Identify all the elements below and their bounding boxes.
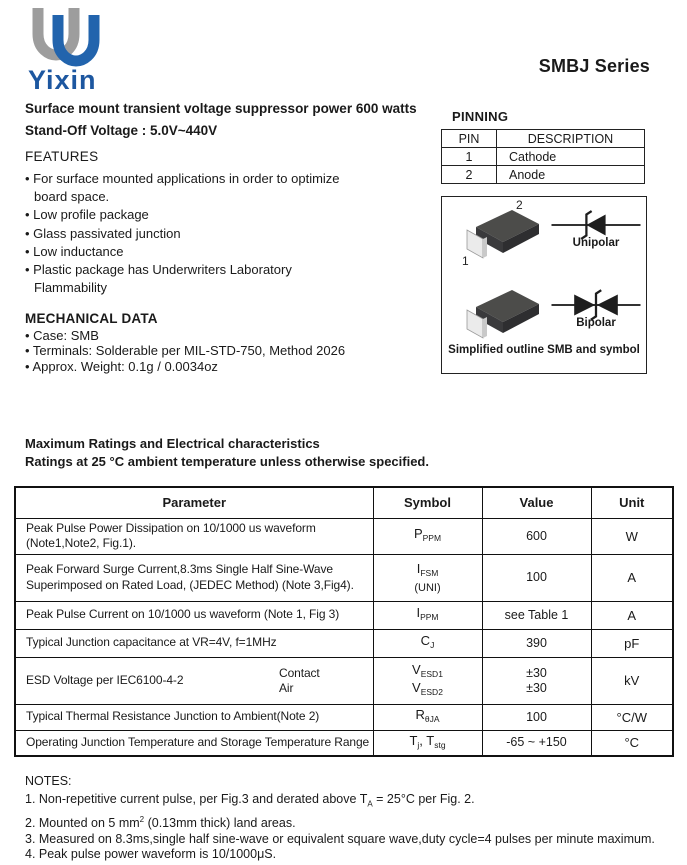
brand-logo [28, 6, 138, 96]
unit-cell: A [591, 601, 673, 629]
mechanical-item: • Case: SMB [25, 328, 99, 343]
param-cell [15, 730, 373, 756]
feature-item: • Glass passivated junction [25, 225, 181, 241]
smb-package-image [454, 283, 546, 349]
value-cell [482, 629, 591, 657]
symbol-line: $V_{ESD1}$ [412, 661, 443, 679]
pinning-header-cell: PIN [442, 130, 497, 148]
ratings-header-cell: Value [482, 487, 591, 518]
param-line: Peak Forward Surge Current,8.3ms Single Half Sine-Wave [26, 562, 333, 576]
param-side-labels [279, 666, 320, 696]
intro-line1: Surface mount transient voltage suppressor power 600 watts [25, 101, 417, 116]
param-line: Superimposed on Rated Load, (JEDEC Method) (Note 3,Fig4). [26, 577, 354, 592]
brand-name: Yixin [28, 65, 97, 95]
value-line: 600 [526, 528, 547, 543]
pin-number-cell: 2 [442, 166, 497, 184]
ratings-header-cell: Symbol [373, 487, 482, 518]
symbol-cell [373, 601, 482, 629]
pinning-row [442, 166, 645, 184]
symbol-line: $I_{FSM}$ [416, 560, 439, 578]
ratings-heading-line2: Ratings at 25 °C ambient temperature unless otherwise specified. [25, 454, 429, 469]
ratings-header-cell: Unit [591, 487, 673, 518]
unit-cell: kV [591, 657, 673, 704]
param-line: Typical Thermal Resistance Junction to Ambient(Note 2) [26, 709, 320, 724]
symbol-line: $T_j$, $T_{stg}$ [409, 732, 446, 750]
value-cell [482, 657, 591, 704]
value-line: -65 ~ +150 [506, 735, 567, 750]
param-side-line: Contact [279, 665, 320, 680]
param-cell [15, 518, 373, 554]
symbol-cell [373, 730, 482, 756]
table-row [15, 730, 673, 756]
param-cell [15, 554, 373, 601]
pin-number-cell: 1 [442, 148, 497, 166]
value-line: 100 [526, 709, 547, 724]
pin-description-cell: Cathode [497, 148, 645, 166]
value-cell [482, 601, 591, 629]
unipolar-label: Unipolar [572, 237, 620, 249]
value-line: see Table 1 [504, 607, 569, 622]
features-list [25, 170, 357, 297]
ratings-heading-line1: Maximum Ratings and Electrical characteristics [25, 436, 320, 451]
package-pin1-label: 1 [462, 254, 469, 268]
mechanical-item: • Approx. Weight: 0.1g / 0.0034oz [25, 358, 218, 374]
param-side-line: Air [279, 680, 294, 695]
mechanical-list [25, 328, 345, 374]
symbol-cell [373, 657, 482, 704]
pinning-row [442, 148, 645, 166]
note-item: 3. Measured on 8.3ms,single half sine-wave or equivalent square wave,duty cycle=4 pulses per minute maximum. [25, 831, 655, 846]
ratings-table-head [15, 487, 673, 518]
pinning-table [441, 129, 645, 184]
ratings-table [14, 486, 674, 757]
value-line: ±30 [526, 680, 547, 695]
notes-section [25, 774, 675, 863]
symbol-line: $R_{\theta JA}$ [415, 707, 440, 724]
notes-heading: NOTES: [25, 774, 72, 788]
pinning-header-row [442, 130, 645, 148]
feature-item: • Low inductance [25, 243, 124, 259]
pinning-heading: PINNING [452, 109, 509, 124]
table-row [15, 554, 673, 601]
table-row [15, 629, 673, 657]
value-line: ±30 [526, 665, 547, 680]
param-line: Peak Pulse Power Dissipation on 10/1000 us waveform [26, 520, 316, 535]
symbol-line: $V_{ESD2}$ [412, 679, 443, 697]
symbol-line: $P_{PPM}$ [413, 526, 442, 543]
package-pin2-label: 2 [516, 198, 523, 212]
note-item: 2. Mounted on 5 $mm^2$ (0.13mm thick) land areas. [25, 815, 296, 831]
param-line: (Note1,Note2, Fig.1). [26, 536, 136, 550]
value-cell [482, 730, 591, 756]
outline-caption: Simplified outline SMB and symbol [448, 344, 640, 356]
ratings-table-body [15, 518, 673, 756]
notes-list [25, 792, 675, 863]
param-cell [15, 629, 373, 657]
mechanical-heading: MECHANICAL DATA [25, 311, 158, 326]
unit-cell: °C [591, 730, 673, 756]
symbol-line [374, 580, 482, 594]
value-line: 100 [526, 570, 547, 584]
note-item: 4. Peak pulse power waveform is 10/1000μS. [25, 847, 277, 862]
pinning-header-cell: DESCRIPTION [497, 130, 645, 148]
pinning-table-body [442, 130, 645, 184]
table-row [15, 601, 673, 629]
symbol-line: $C_J$ [420, 633, 435, 650]
outline-box [441, 196, 647, 374]
param-line: Operating Junction Temperature and Storage Temperature Range [26, 735, 370, 749]
table-row [15, 704, 673, 730]
value-cell [482, 554, 591, 601]
param-cell [15, 657, 373, 704]
intro-line2: Stand-Off Voltage : 5.0V~440V [25, 123, 218, 138]
feature-item: • Plastic package has Underwriters Laboratory Flammability [25, 262, 292, 296]
symbol-note: (UNI) [414, 581, 441, 594]
note-item: 1. Non-repetitive current pulse, per Fig.3 and derated above $T_A = 25^\circ C$ per Fig. 2. [25, 792, 475, 809]
symbol-line: $I_{PPM}$ [416, 605, 439, 622]
feature-item: • For surface mounted applications in order to optimize board space. [25, 171, 340, 205]
series-title: SMBJ Series [538, 56, 650, 76]
unit-cell: W [591, 518, 673, 554]
bipolar-label: Bipolar [576, 317, 616, 329]
param-cell [15, 704, 373, 730]
value-cell [482, 704, 591, 730]
symbol-cell [373, 704, 482, 730]
unit-cell: A [591, 554, 673, 601]
param-line: ESD Voltage per IEC6100-4-2 [26, 672, 184, 687]
logo-u-icon [28, 6, 108, 70]
param-line: Peak Pulse Current on 10/1000 us waveform (Note 1, Fig 3) [26, 607, 340, 622]
ratings-header-cell: Parameter [15, 487, 373, 518]
symbol-cell [373, 629, 482, 657]
param-line: Typical Junction capacitance at VR=4V, f=1MHz [26, 635, 277, 650]
pin-description-cell: Anode [497, 166, 645, 184]
value-line: 390 [526, 635, 547, 650]
value-cell [482, 518, 591, 554]
symbol-cell [373, 554, 482, 601]
features-heading: FEATURES [25, 149, 99, 164]
unit-cell: °C/W [591, 704, 673, 730]
param-cell [15, 601, 373, 629]
symbol-cell [373, 518, 482, 554]
table-row [15, 657, 673, 704]
ratings-header-row [15, 487, 673, 518]
mechanical-item: • Terminals: Solderable per MIL-STD-750, Method 2026 [25, 343, 346, 359]
unit-cell: pF [591, 629, 673, 657]
feature-item: • Low profile package [25, 207, 149, 223]
table-row [15, 518, 673, 554]
